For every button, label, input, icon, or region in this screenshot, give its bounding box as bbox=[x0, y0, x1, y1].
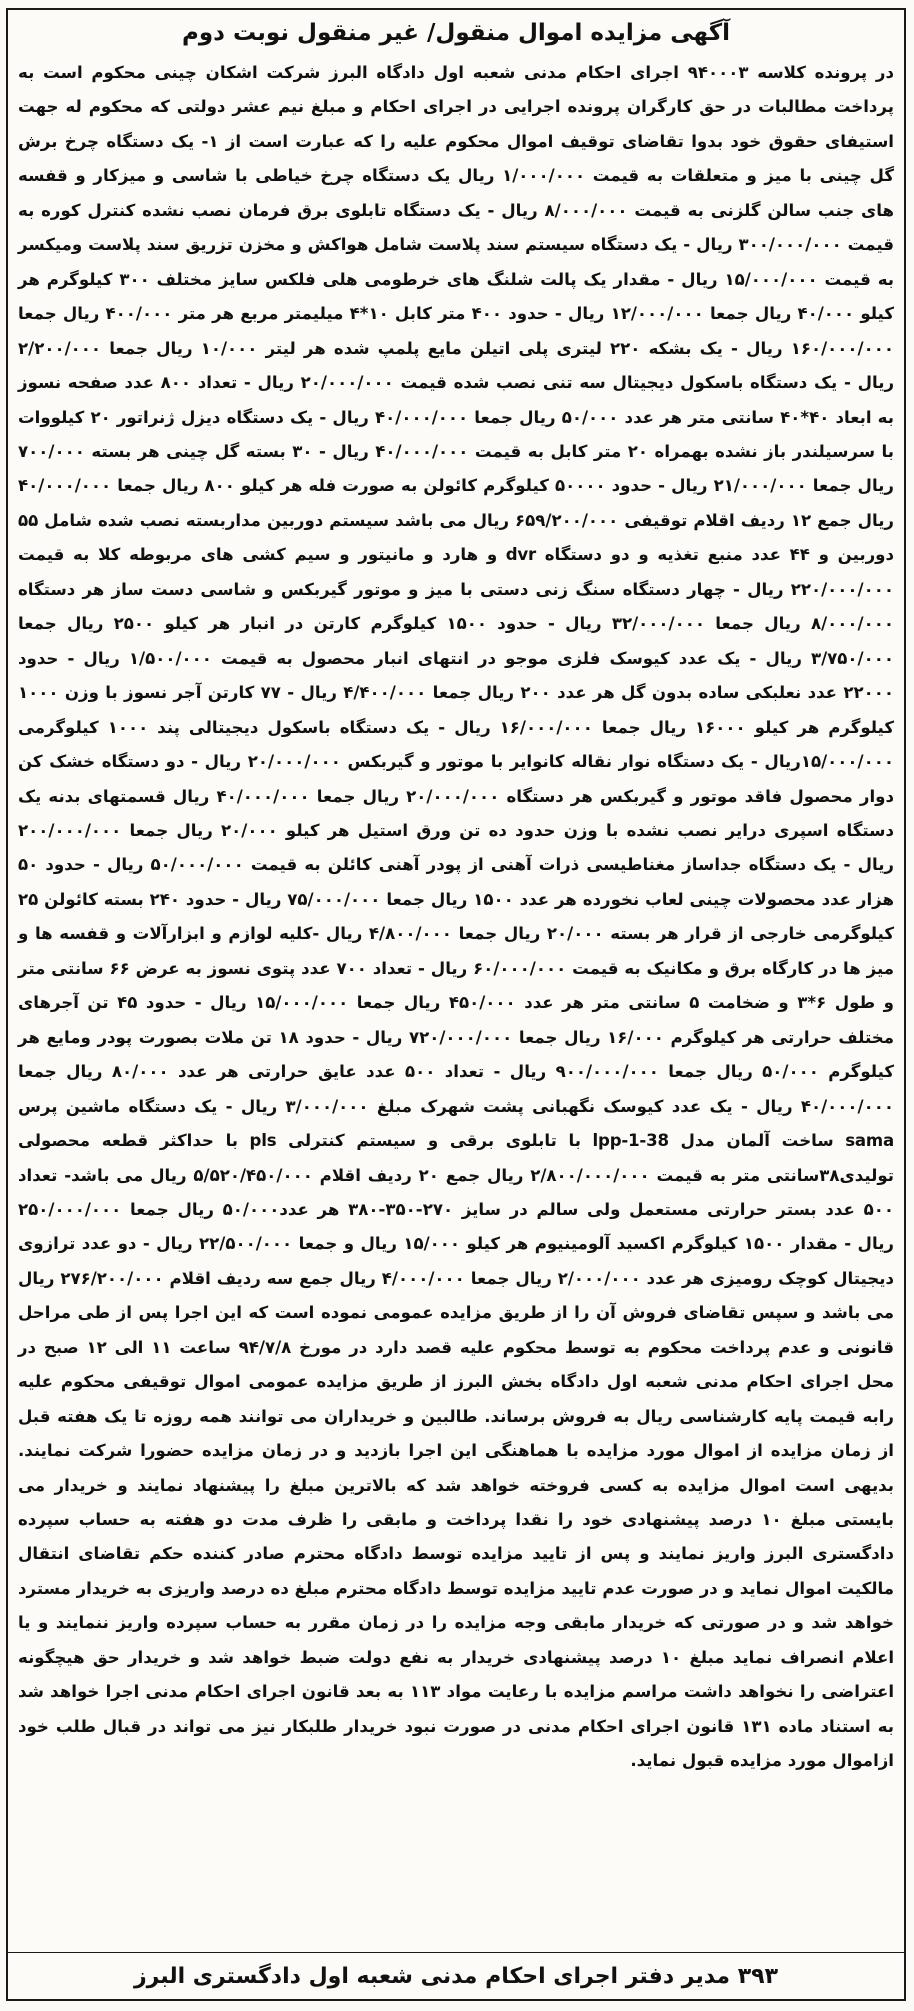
notice-body: در پرونده کلاسه ۹۴۰۰۰۳ اجرای احکام مدنی شعبه اول دادگاه البرز شرکت اشکان چینی محکوم است به پرداخت مطالبات در حق کارگران پرونده اجرایی در اجرای احکام و مبلغ نیم عشر دولتی که محکوم له جهت استیفای حقوق خود بدوا تقاضای توقیف اموال محکوم علیه را که عبارت است از ۱- یک دستگاه چرخ برش گل چینی با میز و متعلقات به قیمت ۱/۰۰۰/۰۰۰ ریال یک دستگاه چرخ خیاطی با شاسی و میزکار و قفسه های جنب سالن گلزنی به قیمت ۸/۰۰۰/۰۰۰ ریال - یک دستگاه تابلوی برق فرمان نصب نشده کنترل کوره به قیمت ۳۰۰/۰۰۰/۰۰۰ ریال - یک دستگاه سیستم سند پلاست شامل هواکش و مخزن تزریق سند پلاست ومیکسر به قیمت ۱۵/۰۰۰/۰۰۰ ریال - مقدار یک پالت شلنگ های خرطومی هلی فلکس سایز مختلف ۳۰۰ کیلوگرم هر کیلو ۴۰/۰۰۰ ریال جمعا ۱۲/۰۰۰/۰۰۰ ریال - حدود ۴۰۰ متر کابل ۱۰*۴ میلیمتر مربع هر متر ۴۰۰/۰۰۰ ریال جمعا ۱۶۰/۰۰۰/۰۰۰ ریال - یک بشکه ۲۲۰ لیتری پلی اتیلن مایع پلمپ شده هر لیتر ۱۰/۰۰۰ ریال جمعا ۲/۲۰۰/۰۰۰ ریال - یک دستگاه باسکول دیجیتال سه تنی نصب شده قیمت ۲۰/۰۰۰/۰۰۰ ریال - تعداد ۸۰۰ عدد صفحه نسوز به ابعاد ۴۰*۴۰ سانتی متر هر عدد ۵۰/۰۰۰ ریال جمعا ۴۰/۰۰۰/۰۰۰ ریال - یک دستگاه دیزل ژنراتور ۲۰ کیلووات با سرسیلندر باز نشده بهمراه ۲۰ متر کابل به قیمت ۴۰/۰۰۰/۰۰۰ ریال - ۳۰ بسته گل چینی هر بسته ۷۰۰/۰۰۰ ریال جمعا ۲۱/۰۰۰/۰۰۰ ریال - حدود ۵۰۰۰۰ کیلوگرم کائولن به صورت فله هر کیلو ۸۰۰ ریال جمعا ۴۰/۰۰۰/۰۰۰ ریال جمع ۱۲ ردیف اقلام توقیفی ۶۵۹/۲۰۰/۰۰۰ ریال می باشد سیستم دوربین مداربسته نصب شده شامل ۵۵ دوربین و ۴۴ عدد منبع تغذیه و دو دستگاه dvr و هارد و مانیتور و سیم کشی های مربوطه کلا به قیمت ۲۲۰/۰۰۰/۰۰۰ ریال - چهار دستگاه سنگ زنی دستی با میز و موتور گیربکس و شاسی دست ساز هر دستگاه ۸/۰۰۰/۰۰۰ ریال جمعا ۳۲/۰۰۰/۰۰۰ ریال - حدود ۱۵۰۰ کیلوگرم کارتن در انبار هر کیلو ۲۵۰۰ ریال جمعا ۳/۷۵۰/۰۰۰ ریال - یک عدد کیوسک فلزی موجو در انتهای انبار محصول به قیمت ۱/۵۰۰/۰۰۰ ریال - حدود ۲۲۰۰۰ عدد نعلبکی ساده بدون گل هر عدد ۲۰۰ ریال جمعا ۴/۴۰۰/۰۰۰ ریال - ۷۷ کارتن آجر نسوز با وزن ۱۰۰۰ کیلوگرم هر کیلو ۱۶۰۰۰ ریال جمعا ۱۶/۰۰۰/۰۰۰ ریال - یک دستگاه باسکول دیجیتالی پند ۱۰۰۰ کیلوگرمی ۱۵/۰۰۰/۰۰۰ریال - یک دستگاه نوار نقاله کانوایر با موتور و گیربکس ۲۰/۰۰۰/۰۰۰ ریال - دو دستگاه خشک کن دوار محصول فاقد موتور و گیربکس هر دستگاه ۲۰/۰۰۰/۰۰۰ ریال جمعا ۴۰/۰۰۰/۰۰۰ ریال قسمتهای بدنه یک دستگاه اسپری درایر نصب نشده با وزن حدود ده تن ورق استیل هر کیلو ۲۰/۰۰۰ ریال جمعا ۲۰۰/۰۰۰/۰۰۰ ریال - یک دستگاه جداساز مغناطیسی ذرات آهنی از پودر آهنی کائلن به قیمت ۵۰/۰۰۰/۰۰۰ ریال - حدود ۵۰ هزار عدد محصولات چینی لعاب نخورده هر عدد ۱۵۰۰ ریال جمعا ۷۵/۰۰۰/۰۰۰ ریال - حدود ۲۴۰ بسته کائولن ۲۵ کیلوگرمی خارجی از قرار هر بسته ۲۰/۰۰۰ ریال جمعا ۴/۸۰۰/۰۰۰ ریال -کلیه لوازم و ابزارآلات و قفسه ها و میز ها در کارگاه برق و مکانیک به قیمت ۶۰/۰۰۰/۰۰۰ ریال - تعداد ۷۰۰ عدد پتوی نسوز به عرض ۶۶ سانتی متر و طول ۶*۳ و ضخامت ۵ سانتی متر هر عدد ۴۵۰/۰۰۰ ریال جمعا ۱۵/۰۰۰/۰۰۰ ریال - حدود ۴۵ تن آجرهای مختلف حرارتی هر کیلوگرم ۱۶/۰۰۰ ریال جمعا ۷۲۰/۰۰۰/۰۰۰ ریال - حدود ۱۸ تن ملات بصورت پودر ومایع هر کیلوگرم ۵۰/۰۰۰ ریال جمعا ۹۰۰/۰۰۰/۰۰۰ ریال - تعداد ۵۰۰ عدد عایق حرارتی هر عدد ۸۰/۰۰۰ ریال جمعا ۴۰/۰۰۰/۰۰۰ ریال - یک عدد کیوسک نگهبانی پشت شهرک مبلغ ۳/۰۰۰/۰۰۰ ریال - یک دستگاه ماشین پرس sama ساخت آلمان مدل lpp-1-38 با تابلوی برقی و سیستم کنترلی pls با حداکثر قطعه محصولی تولیدی۳۸سانتی متر به قیمت ۲/۸۰۰/۰۰۰/۰۰۰ ریال جمع ۲۰ ردیف اقلام ۵/۵۲۰/۴۵۰/۰۰۰ ریال می باشد- تعداد ۵۰۰ عدد بستر حرارتی مستعمل ولی سالم در سایز ۲۷۰-۳۵۰-۳۸۰ هر عدد۵۰/۰۰۰ ریال جمعا ۲۵۰/۰۰۰/۰۰۰ ریال - مقدار ۱۵۰۰ کیلوگرم اکسید آلومینیوم هر کیلو ۱۵/۰۰۰ ریال و جمعا ۲۲/۵۰۰/۰۰۰ ریال - دو عدد ترازوی دیجیتال کوچک رومیزی هر عدد ۲/۰۰۰/۰۰۰ ریال جمعا ۴/۰۰۰/۰۰۰ ریال جمع سه ردیف اقلام ۲۷۶/۲۰۰/۰۰۰ ریال می باشد و سپس تقاضای فروش آن را از طریق مزایده عمومی نموده است که این اجرا پس از طی مراحل قانونی و عدم پرداخت محکوم به توسط محکوم علیه قصد دارد در مورخ ۹۴/۷/۸ ساعت ۱۱ الی ۱۲ صبح در محل اجرای احکام مدنی شعبه اول دادگاه بخش البرز از طریق مزایده عمومی اموال توقیفی محکوم علیه رابه قیمت پایه کارشناسی ریال به فروش برساند. طالبین و خریداران می توانند همه روزه تا یک هفته قبل از زمان مزایده از اموال مورد مزایده با هماهنگی این اجرا بازدید و در زمان مزایده حضورا شرکت نمایند. بدیهی است اموال مزایده به کسی فروخته خواهد شد که بالاترین مبلغ را پیشنهاد نمایند و خریدار می بایستی مبلغ ۱۰ درصد پیشنهادی خود را نقدا پرداخت و مابقی را ظرف مدت دو هفته به حساب سپرده دادگستری البرز واریز نمایند و پس از تایید مزایده توسط دادگاه محترم صادر کننده حکم تقاضای انتقال مالکیت اموال نماید و در صورت عدم تایید مزایده توسط دادگاه محترم مبلغ ده درصد واریزی به خریدار مسترد خواهد شد و در صورتی که خریدار مابقی وجه مزایده را در زمان مقرر به حساب سپرده واریز ننمایند و یا اعلام انصراف نماید مبلغ ۱۰ درصد پیشنهادی خریدار به نفع دولت ضبط خواهد شد و خریدار حق هیچگونه اعتراضی را نخواهد داشت مراسم مزایده با رعایت مواد ۱۱۳ به بعد قانون اجرای احکام مدنی اجرا خواهد شد به استناد ماده ۱۳۱ قانون اجرای احکام مدنی در صورت نبود خریدار طلبکار نیز می تواند در قبال طلب خود ازاموال مورد مزایده قبول نماید. bbox=[18, 63, 895, 1771]
signature-divider bbox=[8, 1952, 904, 1953]
notice-frame bbox=[6, 8, 906, 2001]
notice-signature: ۳۹۳ مدیر دفتر اجرای احکام مدنی شعبه اول دادگستری البرز bbox=[133, 1964, 779, 1989]
notice-title: آگهی مزایده اموال منقول/ غیر منقول نوبت دوم bbox=[181, 20, 730, 46]
